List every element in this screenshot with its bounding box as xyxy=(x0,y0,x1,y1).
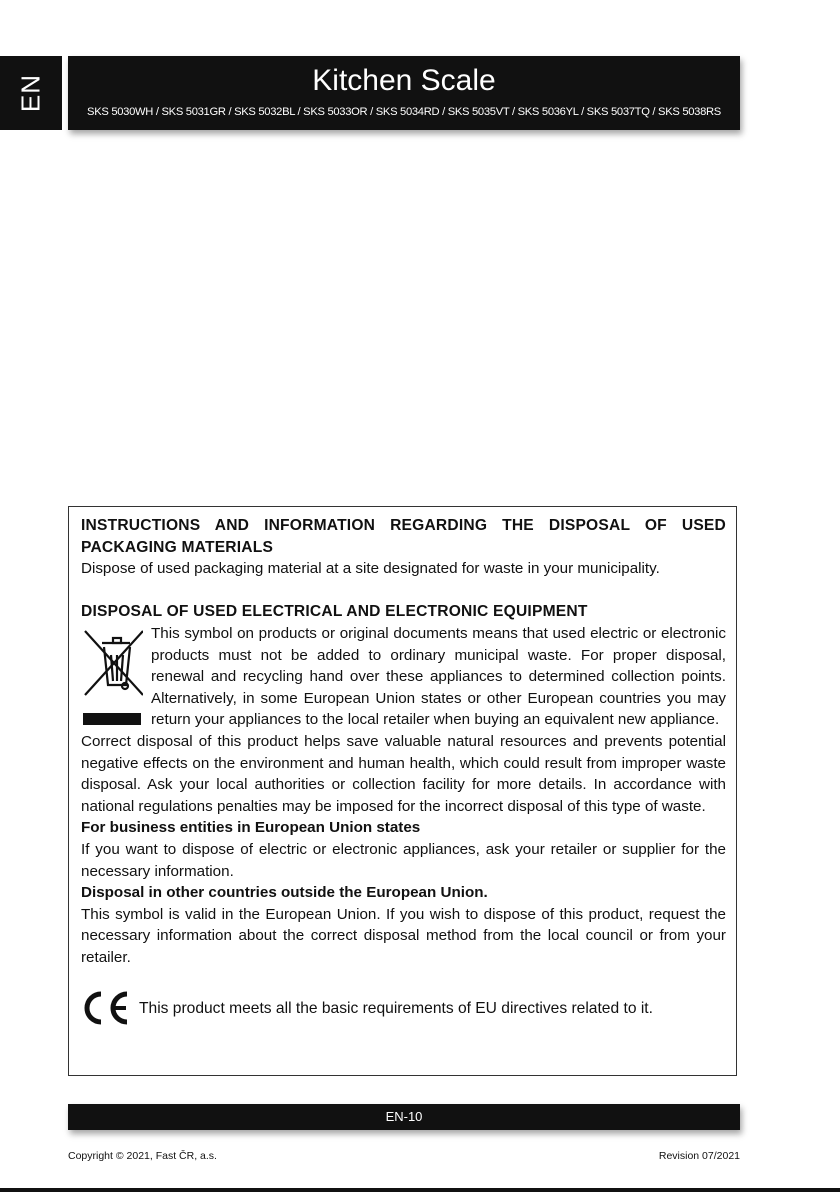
page-number-bar xyxy=(68,1104,740,1130)
correct-disposal-text: Correct disposal of this product helps save valuable natural resources and prevents potential negative effects on the environment and human health, which could result from improper waste disposal. Ask your local authorities or collection facility for more details. In accordance with national regulations penalties may be imposed for the incorrect disposal of this type of waste. xyxy=(81,732,726,815)
ce-text: This product meets all the basic requirements of EU directives related to it. xyxy=(139,999,653,1017)
packaging-text: Dispose of used packaging material at a site designated for waste in your municipality. xyxy=(81,560,660,578)
language-code: EN xyxy=(15,73,46,113)
ce-row xyxy=(81,990,726,1026)
copyright: Copyright © 2021, Fast ČR, a.s. xyxy=(68,1150,217,1162)
spacer xyxy=(81,968,726,980)
bottom-rule xyxy=(0,1188,840,1192)
disposal-content xyxy=(81,515,726,1026)
page-number: EN-10 xyxy=(385,1109,423,1124)
business-heading: For business entities in European Union states xyxy=(81,819,421,837)
disposal-info-box xyxy=(68,506,737,1076)
other-countries-heading: Disposal in other countries outside the European Union. xyxy=(81,884,488,902)
crossed-bin-icon xyxy=(81,625,143,745)
other-countries-text: This symbol is valid in the European Union. If you wish to dispose of this product, request the necessary information about the correct disposal method from the local council or from your retailer. xyxy=(81,905,726,966)
language-tab xyxy=(0,56,62,130)
revision: Revision 07/2021 xyxy=(658,1150,740,1162)
packaging-heading: INSTRUCTIONS AND INFORMATION REGARDING THE DISPOSAL OF USED PACKAGING MATERIALS xyxy=(81,517,726,556)
ce-mark-icon xyxy=(81,990,131,1026)
spacer xyxy=(81,580,726,602)
model-list: SKS 5030WH / SKS 5031GR / SKS 5032BL / SKS 5033OR / SKS 5034RD / SKS 5035VT / SKS 5036YL / SKS 5037TQ / SKS 5038RS xyxy=(87,106,721,118)
weee-heading: DISPOSAL OF USED ELECTRICAL AND ELECTRONIC EQUIPMENT xyxy=(81,603,588,621)
weee-section xyxy=(81,623,726,731)
business-text: If you want to dispose of electric or electronic appliances, ask your retailer or supplier for the necessary information. xyxy=(81,840,726,880)
weee-symbol-text: This symbol on products or original documents means that used electric or electronic products must not be added to ordinary municipal waste. For proper disposal, renewal and recycling hand over these appliances to determined collection points. Alternatively, in some European Union states or other European countries you may return your appliances to the local retailer when buying an equivalent new appliance. xyxy=(151,624,726,729)
page-title: Kitchen Scale xyxy=(312,64,496,97)
title-bar xyxy=(68,56,740,130)
